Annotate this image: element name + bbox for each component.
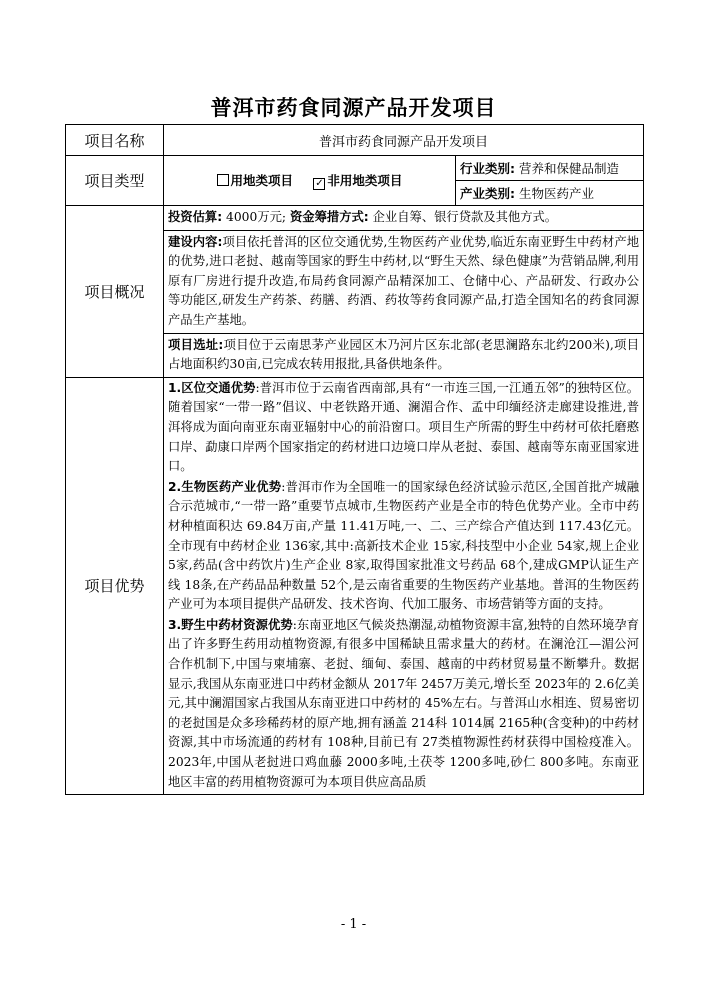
type-option-nonland[interactable]: ✓ 非用地类项目 [315,173,403,189]
overview-label: 项目概况 [66,206,164,378]
advantage-content [164,377,644,794]
advantage-herbal-resources: 3.野生中药材资源优势:东南亚地区气候炎热潮湿,动植物资源丰富,独特的自然环境孕育出了许多野生药用动植物资源,有很多中国稀缺且需求量大的药材。在澜沧江—湄公河合作机制下,中国与柬埔寨、老挝、缅甸、泰国、越南的中药材贸易量不断攀升。数据显示,我国从东南亚进口中药材金额从 2017年 2457万美元,增长至 2023年的 2.6亿美元,其中澜湄国家占我国从东南亚进口中药材的 45%左右。与普洱山水相连、贸易密切的老挝国是众多珍稀药材的原产地,拥有涵盖 214科 1014属 2165种(含变种)的中药材资源,其中市场流通的药材有 108种,目前已有 27类植物源性药材获得中国检疫准入。2023年,中国从老挝进口鸡血藤 2000多吨,土茯苓 1200多吨,砂仁 800多吨。东南亚地区丰富的药用植物资源可为本项目供应高品质 [168,617,639,789]
project-type-label: 项目类型 [66,156,164,206]
checked-box-icon: ✓ [315,178,324,189]
page-number: - 1 - [340,917,367,932]
document-title: 普洱市药食同源产品开发项目 [210,95,497,120]
sector-category: 产业类别: 生物医药产业 [456,181,644,206]
unchecked-box-icon [217,174,229,186]
advantage-label: 项目优势 [66,377,164,794]
investment-text: 投资估算: 4000万元; 资金筹措方式: 企业自筹、银行贷款及其他方式。 [164,206,644,231]
project-name-label: 项目名称 [66,125,164,156]
row-project-type [66,156,644,181]
row-advantages [66,377,644,794]
row-project-name [66,125,644,156]
industry-category: 行业类别: 营养和保健品制造 [456,156,644,181]
project-table [65,124,644,795]
project-name-value: 普洱市药食同源产品开发项目 [164,125,644,156]
type-option-land[interactable]: 用地类项目 [217,173,294,188]
site-text: 项目选址:项目位于云南思茅产业园区木乃河片区东北部(老思澜路东北约200米),项目占地面积约30亩,已完成农转用报批,具备供地条件。 [164,333,644,377]
advantage-biomedicine: 2.生物医药产业优势:普洱市作为全国唯一的国家绿色经济试验示范区,全国首批产城融合示范城市,“一带一路”重要节点城市,生物医药产业是全市的特色优势产业。全市中药材种植面积达 69.84万亩,产量 11.41万吨,一、二、三产综合产值达到 117.43亿元。全市现有中药材企业 136家,其中:高新技术企业 15家,科技型中小企业 54家,规上企业 5家,药品(含中药饮片)生产企业 8家,取得国家批准文号药品 68个,建成GMP认证生产线 18条,在产药品品种数量 52个,是云南省重要的生物医药产业基地。普洱的生物医药产业可为本项目提供产品研发、技术咨询、代加工服务、市场营销等方面的支持。 [168,479,639,612]
advantage-location: 1.区位交通优势:普洱市位于云南省西南部,具有“一市连三国,一江通五邻”的独特区位。随着国家“一带一路”倡议、中老铁路开通、澜湄合作、孟中印缅经济走廊建设推进,普洱将成为面向南亚东南亚辐射中心的前沿窗口。项目生产所需的野生中药材可依托磨憨口岸、勐康口岸两个国家指定的药材进口边境口岸从老挝、泰国、越南等东南亚国家进口。 [168,380,639,474]
project-type-options [164,156,456,206]
construction-text: 建设内容:项目依托普洱的区位交通优势,生物医药产业优势,临近东南亚野生中药材产地的优势,进口老挝、越南等国家的野生中药材,以“野生天然、绿色健康”为营销品牌,利用原有厂房进行提升改造,布局药食同源产品精深加工、仓储中心、产品研发、行政办公等功能区,研发生产药茶、药膳、药酒、药妆等药食同源产品,打造全国知名的药食同源产品生产基地。 [164,230,644,333]
row-investment [66,206,644,231]
